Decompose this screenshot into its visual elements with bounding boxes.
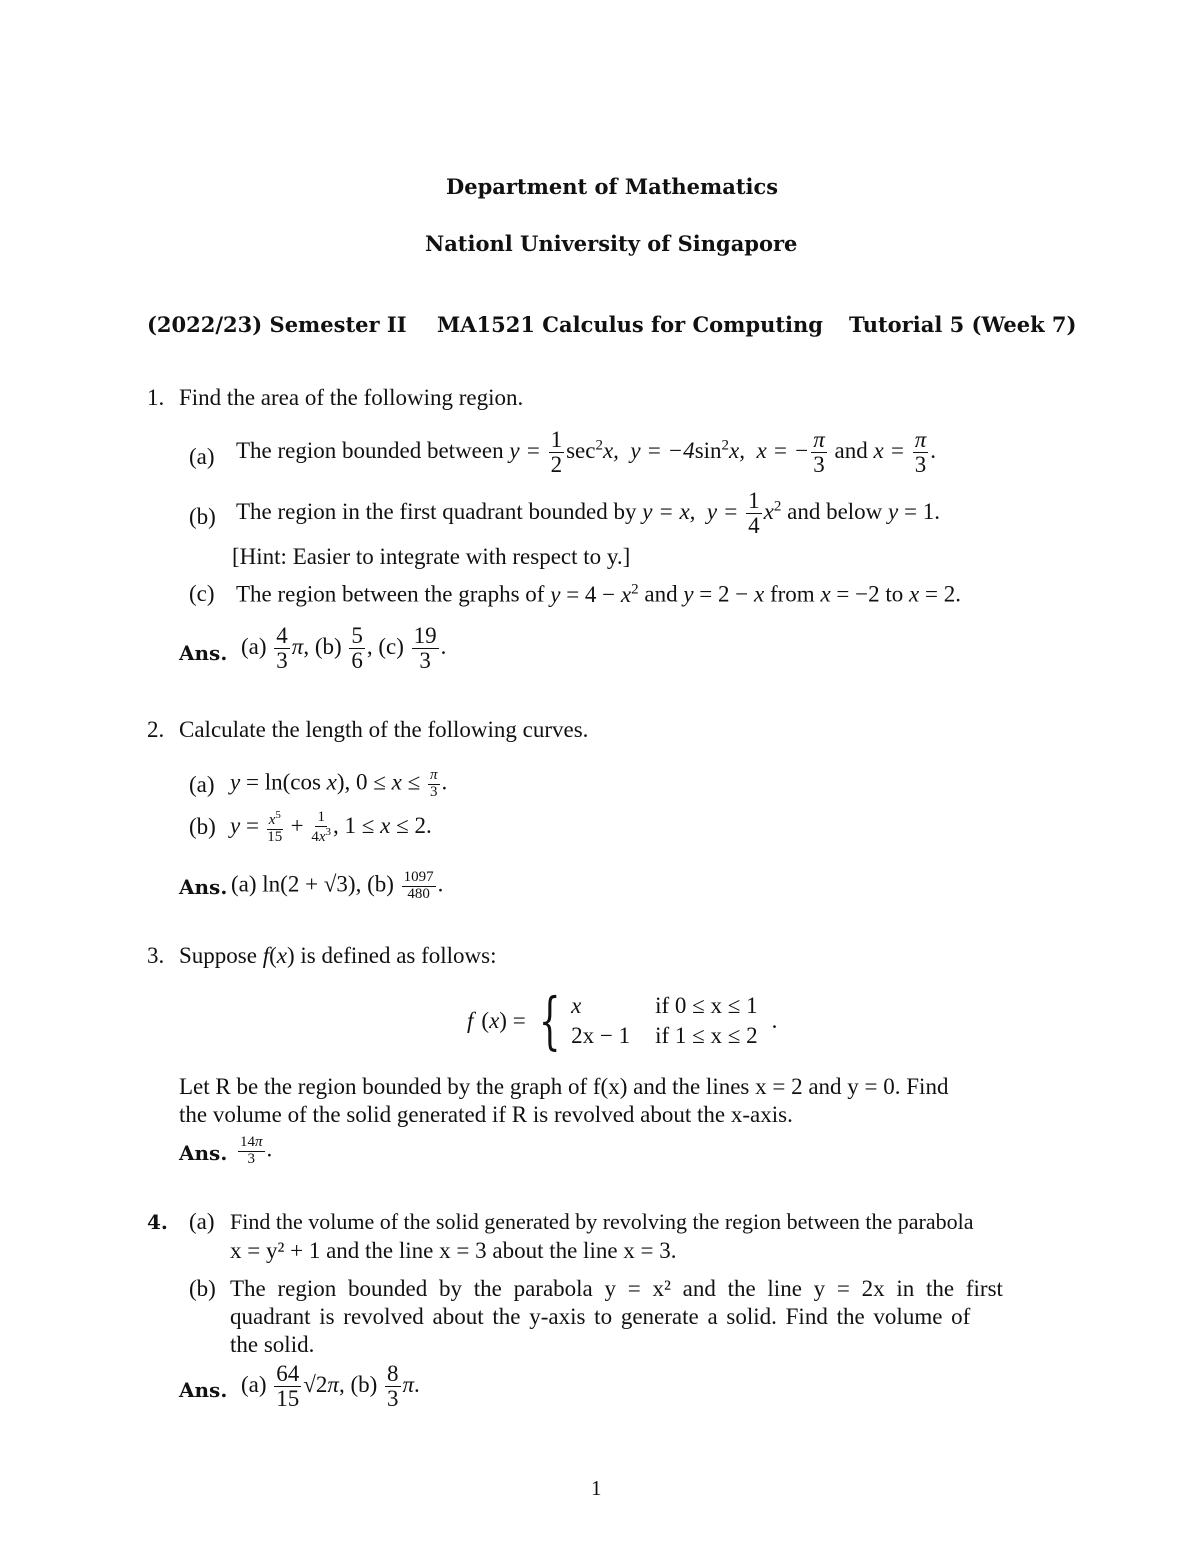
- q4-answer: (a) $\frac{64}{15}$ √2π, (b) $\frac{8}{3}$ π.: [241, 1361, 420, 1412]
- semester-label: (2022/23) Semester II: [147, 312, 407, 337]
- q1c-and: and: [644, 581, 678, 607]
- q4b-line1: The region bounded by the parabola y = x² and the line y = 2x in the first: [230, 1276, 1003, 1301]
- q3-answer: $\frac{14\pi}{3}$ .: [240, 1134, 273, 1167]
- left-brace: {: [538, 984, 561, 1057]
- university-title: Nationl University of Singapore: [425, 231, 798, 256]
- q4a-line2: x = y² + 1 and the line x = 3 about the line x = 3.: [230, 1238, 677, 1263]
- q1a-label: (a): [189, 444, 215, 469]
- q3-body-line2: the volume of the solid generated if R is revolved about the x-axis.: [179, 1102, 793, 1127]
- q4-answer-label: Ans.: [179, 1378, 228, 1402]
- q3-answer-label: Ans.: [179, 1141, 228, 1165]
- q1-number: 1.: [147, 385, 165, 410]
- q1b-label: (b): [189, 504, 216, 529]
- q1-prompt: Find the area of the following region.: [179, 385, 524, 410]
- q1c-text: The region between the graphs of $y = 4 - x^2$ and y = 2 − x from x = −2 to x = 2.: [236, 581, 961, 607]
- q1c-to: to: [885, 581, 904, 607]
- q1c-description: The region between the graphs of: [236, 581, 545, 607]
- q4b-line3: the solid.: [230, 1332, 315, 1357]
- q2-answer-label: Ans.: [179, 875, 228, 899]
- q1a-text: The region bounded between y = $\frac{1}{2}$ $\sec^2x$, $y = -4\sin^2x$, x = − $\frac{\pi}{3}$ and x = $\frac{\pi}{3}$ .: [236, 427, 937, 478]
- q1c-label: (c): [189, 581, 215, 606]
- q1a-description: The region bounded between: [236, 437, 504, 463]
- q4b-label: (b): [189, 1276, 216, 1301]
- q2a-label: (a): [189, 772, 215, 797]
- q1a-and: and: [834, 437, 868, 463]
- q4-number: 4.: [147, 1210, 168, 1234]
- q1b-description: The region in the first quadrant bounded by: [236, 498, 637, 524]
- case2-cond: if 1 ≤ x ≤ 2: [655, 1023, 758, 1048]
- q2b-curve: y = $\frac{x^5}{15}$ + $\frac{1}{4x^3}$ , 1 ≤ x ≤ 2.: [230, 809, 432, 845]
- course-title: MA1521 Calculus for Computing: [437, 312, 823, 337]
- q2-answer: (a) ln(2 + √3), (b) $\frac{1097}{480}$ .: [231, 869, 444, 902]
- q1a-equations: y = $\frac{1}{2}$ $\sec^2x$, $y = -4\sin^2x$, x = − $\frac{\pi}{3}$: [509, 427, 825, 478]
- q4b-line2: quadrant is revolved about the y-axis to generate a solid. Find the volume of: [230, 1304, 971, 1329]
- q1b-and-below: and below: [787, 498, 883, 524]
- q3-body-line1: Let R be the region bounded by the graph of f(x) and the lines x = 2 and y = 0. Find: [179, 1074, 949, 1099]
- department-title: Department of Mathematics: [446, 174, 779, 199]
- q1b-equations: y = x, y = $\frac{1}{4}$ $x^2$: [642, 488, 782, 539]
- q2a-curve: y = ln(cos x), 0 ≤ x ≤ $\frac{\pi}{3}$ .: [230, 767, 448, 800]
- q2-number: 2.: [147, 717, 165, 742]
- page-number: 1: [591, 1476, 602, 1500]
- case2-expr: 2x − 1: [571, 1023, 631, 1048]
- tutorial-label: Tutorial 5 (Week 7): [849, 312, 1077, 337]
- q1b-text: The region in the first quadrant bounded by y = x, y = $\frac{1}{4}$ $x^2$ and below y = 1.: [236, 488, 940, 539]
- q2b-label: (b): [189, 814, 216, 839]
- q3-prompt: Suppose f(x) is defined as follows:: [179, 943, 497, 968]
- q4a-line1: Find the volume of the solid generated by revolving the region between the parabola: [230, 1209, 974, 1234]
- q1c-from: from: [769, 581, 815, 607]
- q2-prompt: Calculate the length of the following curves.: [179, 717, 589, 742]
- q1c-eq1: $y = 4 - x^2$: [550, 581, 639, 607]
- q4a-label: (a): [189, 1209, 215, 1234]
- q1b-hint: [Hint: Easier to integrate with respect to y.]: [232, 544, 631, 569]
- q3-piecewise: f (x) = { x if 0 ≤ x ≤ 1 2x − 1 if 1 ≤ x ≤ 2 .: [467, 984, 778, 1057]
- q1-answer-label: Ans.: [179, 641, 228, 665]
- q1c-eq2: y = 2 − x: [683, 581, 765, 607]
- case1-expr: x: [571, 993, 582, 1018]
- q3-number: 3.: [147, 943, 165, 968]
- q1-answer: (a) $\frac{4}{3}$ π, (b) $\frac{5}{6}$ , (c) $\frac{19}{3}$ .: [241, 623, 447, 674]
- case1-cond: if 0 ≤ x ≤ 1: [655, 993, 758, 1018]
